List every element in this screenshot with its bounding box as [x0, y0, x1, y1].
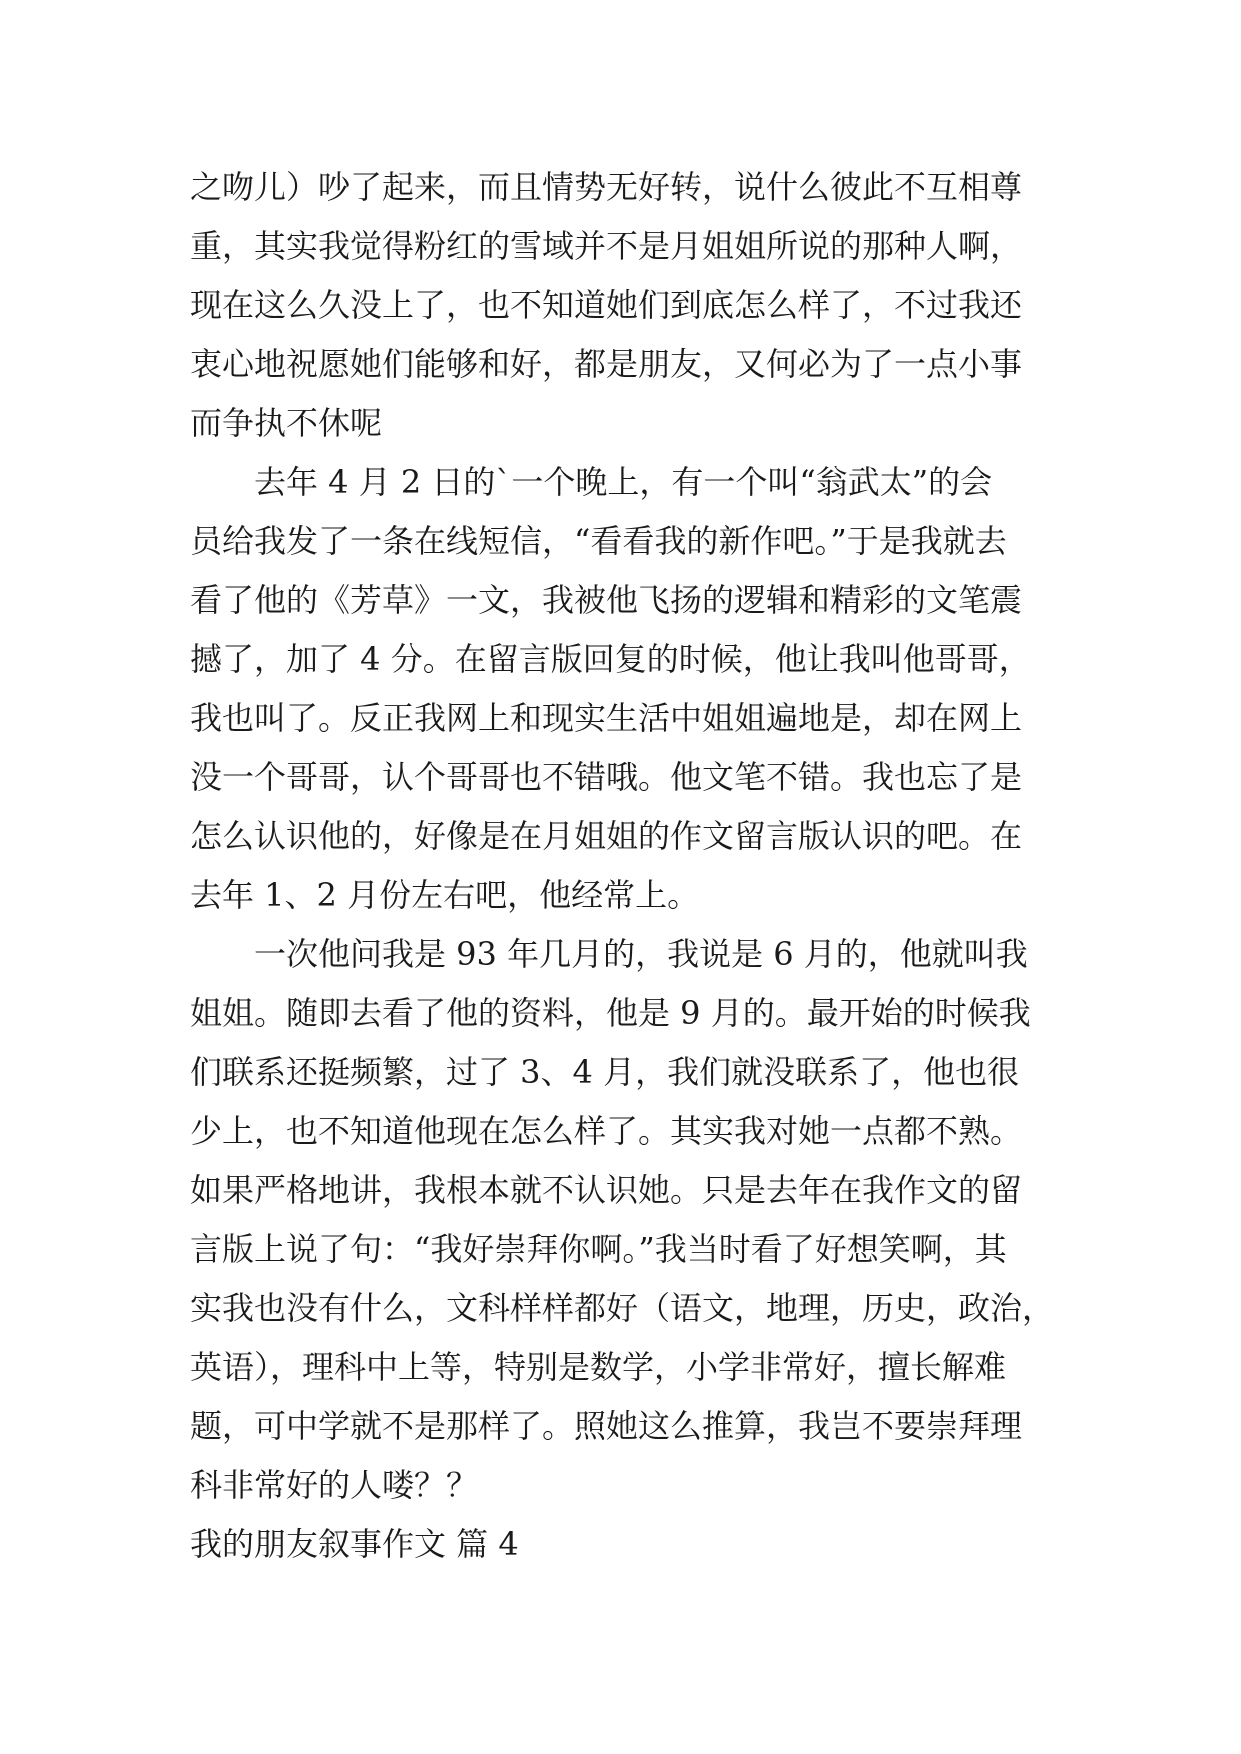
text-line: 我也叫了。反正我网上和现实生活中姐姐遍地是，却在网上	[190, 699, 1023, 737]
text-line: 题，可中学就不是那样了。照她这么推算，我岂不要崇拜理	[190, 1407, 1023, 1445]
text-line: 重，其实我觉得粉红的雪域并不是月姐姐所说的那种人啊，	[190, 227, 1023, 265]
text-line: 去年 1、2 月份左右吧，他经常上。	[190, 876, 700, 914]
text-line: 去年 4 月 2 日的`一个晚上，有一个叫“翁武太”的会	[254, 463, 993, 501]
text-line: 一次他问我是 93 年几月的，我说是 6 月的，他就叫我	[254, 935, 1028, 973]
text-line: 少上，也不知道他现在怎么样了。其实我对她一点都不熟。	[190, 1112, 1023, 1150]
text-line: 撼了，加了 4 分。在留言版回复的时候，他让我叫他哥哥，	[190, 640, 1031, 678]
text-line: 实我也没有什么，文科样样都好（语文，地理，历史，政治，	[190, 1289, 1055, 1327]
paragraph-1	[190, 158, 1070, 453]
text-line: 们联系还挺频繁，过了 3、4 月，我们就没联系了，他也很	[190, 1053, 1020, 1091]
text-line: 看了他的《芳草》一文，我被他飞扬的逻辑和精彩的文笔震	[190, 581, 1023, 619]
text-line: 员给我发了一条在线短信，“看看我的新作吧。”于是我就去	[190, 522, 1007, 560]
text-line: 如果严格地讲，我根本就不认识她。只是去年在我作文的留	[190, 1171, 1023, 1209]
text-line: 言版上说了句：“我好崇拜你啊。”我当时看了好想笑啊，其	[190, 1230, 1007, 1268]
text-line: 之吻儿）吵了起来，而且情势无好转，说什么彼此不互相尊	[190, 168, 1023, 206]
paragraph-3	[190, 925, 1070, 1515]
text-line: 现在这么久没上了，也不知道她们到底怎么样了，不过我还	[190, 286, 1023, 324]
section-heading: 我的朋友叙事作文 篇 4	[190, 1525, 519, 1563]
article-body	[190, 158, 1070, 1574]
text-line: 科非常好的人喽？？	[190, 1466, 479, 1504]
text-line: 衷心地祝愿她们能够和好，都是朋友，又何必为了一点小事	[190, 345, 1023, 383]
text-line: 怎么认识他的，好像是在月姐姐的作文留言版认识的吧。在	[190, 817, 1023, 855]
text-line: 英语），理科中上等，特别是数学，小学非常好，擅长解难	[190, 1348, 1007, 1386]
text-line: 姐姐。随即去看了他的资料，他是 9 月的。最开始的时候我	[190, 994, 1031, 1032]
paragraph-2	[190, 453, 1070, 925]
text-line: 没一个哥哥，认个哥哥也不错哦。他文笔不错。我也忘了是	[190, 758, 1023, 796]
text-line: 而争执不休呢	[190, 404, 383, 442]
